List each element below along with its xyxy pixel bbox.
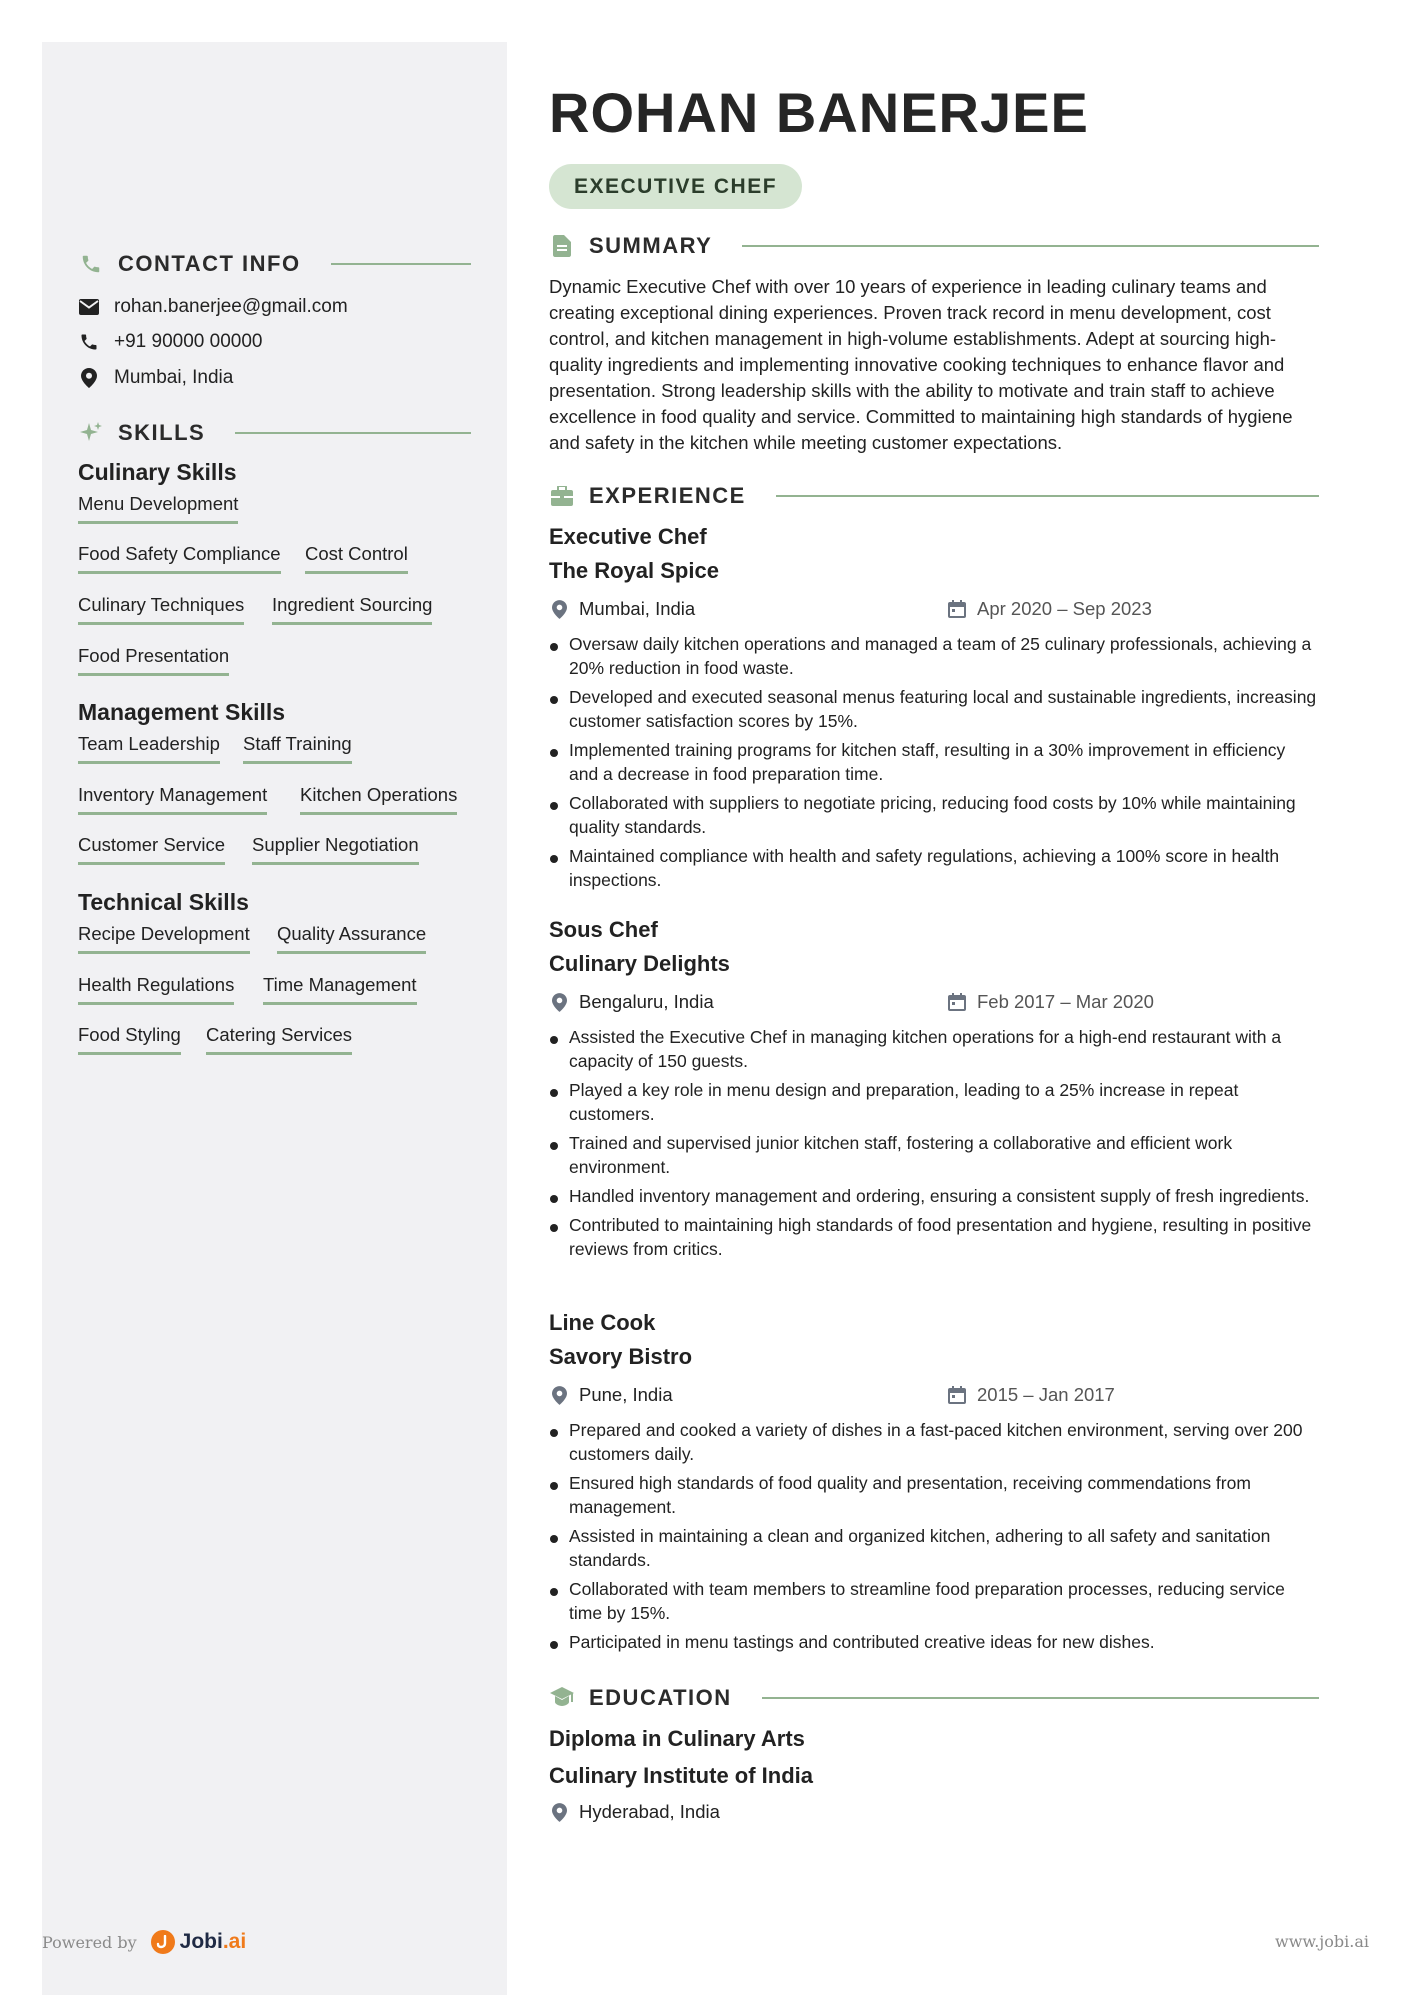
graduation-cap-icon <box>549 1685 575 1711</box>
calendar-icon <box>947 599 967 619</box>
list-item: Collaborated with suppliers to negotiate pricing, reducing food costs by 10% while maintaining quality standards. <box>549 791 1319 839</box>
skills-section-header <box>78 420 471 446</box>
mail-icon <box>78 296 100 318</box>
skills-heading: SKILLS <box>118 420 206 445</box>
summary-section-header <box>549 233 1319 259</box>
document-icon <box>549 233 575 259</box>
skill-tag: Kitchen Operations <box>300 784 457 815</box>
contact-location-text: Mumbai, India <box>114 367 234 388</box>
list-item: Contributed to maintaining high standards of food presentation and hygiene, resulting in positive reviews from critics. <box>549 1213 1319 1261</box>
logo-suffix: .ai <box>222 1930 247 1953</box>
contact-heading: CONTACT INFO <box>118 251 301 276</box>
phone-icon <box>78 251 104 277</box>
skill-tag: Time Management <box>263 974 417 1005</box>
job-bullets <box>549 1418 1319 1659</box>
section-divider <box>331 263 471 265</box>
skill-tag: Customer Service <box>78 834 225 865</box>
skill-tag: Food Safety Compliance <box>78 543 281 574</box>
skill-group-title: Management Skills <box>78 699 286 725</box>
experience-section-header <box>549 483 1319 509</box>
sparkle-icon <box>78 420 104 446</box>
job-location <box>549 1384 673 1406</box>
contact-email-text: rohan.banerjee@gmail.com <box>114 296 348 317</box>
skill-tag: Cost Control <box>305 543 408 574</box>
experience-heading: EXPERIENCE <box>589 483 746 508</box>
skill-tag: Food Styling <box>78 1024 181 1055</box>
list-item: Implemented training programs for kitchen staff, resulting in a 30% improvement in efficiency and a decrease in food preparation time. <box>549 738 1319 786</box>
skill-group-title: Technical Skills <box>78 889 249 915</box>
skill-tag: Culinary Techniques <box>78 594 244 625</box>
contact-phone[interactable] <box>78 331 262 353</box>
list-item: Oversaw daily kitchen operations and managed a team of 25 culinary professionals, achieving a 20% reduction in food waste. <box>549 632 1319 680</box>
list-item: Played a key role in menu design and preparation, leading to a 25% increase in repeat customers. <box>549 1078 1319 1126</box>
skill-tag: Ingredient Sourcing <box>272 594 432 625</box>
section-divider <box>762 1697 1319 1699</box>
education-section-header <box>549 1685 1319 1711</box>
skill-tag: Supplier Negotiation <box>252 834 419 865</box>
job-bullets <box>549 1025 1319 1266</box>
footer-branding[interactable] <box>42 1930 246 1954</box>
job-title: Executive Chef <box>549 524 707 549</box>
map-pin-icon <box>549 1385 569 1405</box>
powered-by-label: Powered by <box>42 1932 137 1952</box>
skill-tag: Health Regulations <box>78 974 234 1005</box>
map-pin-icon <box>78 367 100 389</box>
summary-heading: SUMMARY <box>589 233 713 258</box>
candidate-name: ROHAN BANERJEE <box>549 81 1089 144</box>
logo-main: Jobi <box>179 1930 223 1953</box>
section-divider <box>776 495 1319 497</box>
job-dates <box>947 598 1152 620</box>
job-location <box>549 991 714 1013</box>
job-dates-text: Apr 2020 – Sep 2023 <box>977 598 1152 619</box>
map-pin-icon <box>549 992 569 1012</box>
job-dates <box>947 991 1154 1013</box>
job-company: Savory Bistro <box>549 1344 693 1369</box>
contact-phone-text: +91 90000 00000 <box>114 331 263 352</box>
job-bullets <box>549 632 1319 897</box>
education-location <box>549 1801 720 1823</box>
job-title: Sous Chef <box>549 917 658 942</box>
section-divider <box>235 432 471 434</box>
job-location <box>549 598 695 620</box>
briefcase-icon <box>549 483 575 509</box>
calendar-icon <box>947 992 967 1012</box>
school: Culinary Institute of India <box>549 1763 814 1788</box>
jobi-logo-text <box>180 1930 247 1954</box>
summary-text: Dynamic Executive Chef with over 10 years of experience in leading culinary teams and creating exceptional dining experiences. Proven track record in menu development, cost control, and kitchen management in high-volume establishments. Adept at sourcing high-quality ingredients and implementing innovative cooking techniques to enhance flavor and presentation. Strong leadership skills with the ability to motivate and train staff to achieve excellence in food quality and service. Committed to maintaining high standards of hygiene and safety in the kitchen while meeting customer expectations. <box>549 276 1293 453</box>
skill-tag: Recipe Development <box>78 923 250 954</box>
job-company: The Royal Spice <box>549 558 719 583</box>
list-item: Assisted the Executive Chef in managing kitchen operations for a high-end restaurant with a capacity of 150 guests. <box>549 1025 1319 1073</box>
skill-tag: Menu Development <box>78 493 238 524</box>
phone-icon <box>78 331 100 353</box>
jobi-logo-icon <box>151 1930 175 1954</box>
contact-section-header <box>78 251 471 277</box>
degree: Diploma in Culinary Arts <box>549 1726 805 1751</box>
map-pin-icon <box>549 599 569 619</box>
skill-tag: Catering Services <box>206 1024 352 1055</box>
education-heading: EDUCATION <box>589 1685 732 1710</box>
skill-tag: Team Leadership <box>78 733 220 764</box>
skill-tag: Inventory Management <box>78 784 267 815</box>
list-item: Collaborated with team members to streamline food preparation processes, reducing service time by 15%. <box>549 1577 1319 1625</box>
job-dates <box>947 1384 1115 1406</box>
list-item: Trained and supervised junior kitchen staff, fostering a collaborative and efficient work environment. <box>549 1131 1319 1179</box>
list-item: Handled inventory management and ordering, ensuring a consistent supply of fresh ingredients. <box>549 1184 1319 1208</box>
section-divider <box>742 245 1319 247</box>
list-item: Maintained compliance with health and safety regulations, achieving a 100% score in health inspections. <box>549 844 1319 892</box>
list-item: Participated in menu tastings and contributed creative ideas for new dishes. <box>549 1630 1319 1654</box>
list-item: Prepared and cooked a variety of dishes in a fast-paced kitchen environment, serving over 200 customers daily. <box>549 1418 1319 1466</box>
skill-tag: Quality Assurance <box>277 923 426 954</box>
contact-location <box>78 367 233 389</box>
job-title: Line Cook <box>549 1310 656 1335</box>
job-location-text: Bengaluru, India <box>579 991 714 1012</box>
job-location-text: Pune, India <box>579 1384 673 1405</box>
calendar-icon <box>947 1385 967 1405</box>
education-location-text: Hyderabad, India <box>579 1801 720 1822</box>
job-dates-text: 2015 – Jan 2017 <box>977 1384 1115 1405</box>
list-item: Developed and executed seasonal menus featuring local and sustainable ingredients, increasing customer satisfaction scores by 15%. <box>549 685 1319 733</box>
skill-group-title: Culinary Skills <box>78 459 237 485</box>
job-location-text: Mumbai, India <box>579 598 696 619</box>
footer-site-link[interactable]: www.jobi.ai <box>1275 1932 1369 1951</box>
job-company: Culinary Delights <box>549 951 730 976</box>
contact-email[interactable] <box>78 296 348 318</box>
list-item: Ensured high standards of food quality and presentation, receiving commendations from management. <box>549 1471 1319 1519</box>
role-badge: EXECUTIVE CHEF <box>549 164 802 209</box>
skill-tag: Food Presentation <box>78 645 229 676</box>
map-pin-icon <box>549 1802 569 1822</box>
skill-tag: Staff Training <box>243 733 352 764</box>
list-item: Assisted in maintaining a clean and organized kitchen, adhering to all safety and sanitation standards. <box>549 1524 1319 1572</box>
job-dates-text: Feb 2017 – Mar 2020 <box>977 991 1154 1012</box>
